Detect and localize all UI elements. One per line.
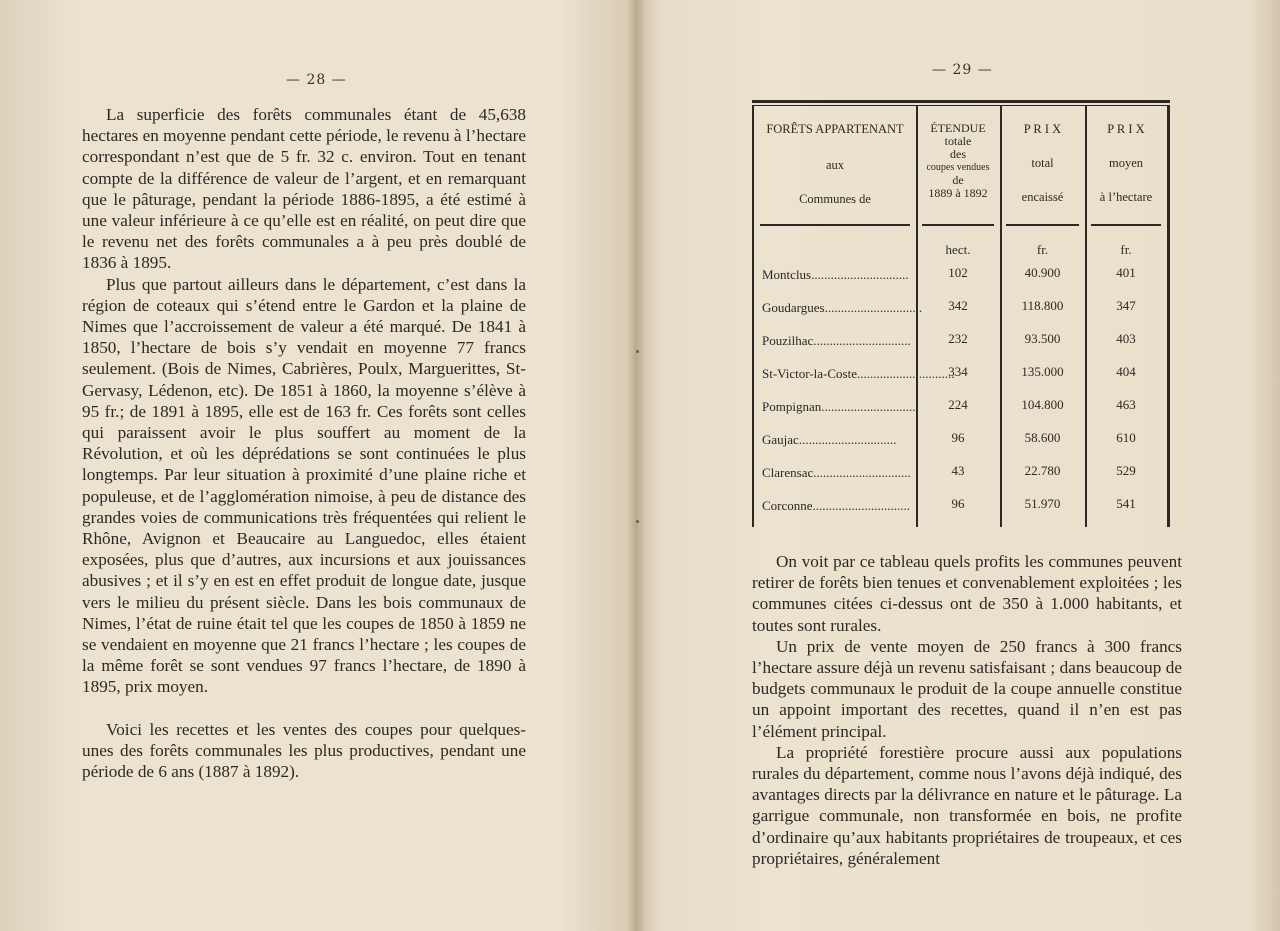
right-page-body	[752, 551, 1182, 869]
column-header-communes	[754, 122, 916, 207]
cell-prix-moyen: 401	[1116, 265, 1136, 280]
cell-etendue: 43	[951, 463, 965, 478]
header-line: encaissé	[1021, 190, 1064, 204]
paragraph: On voit par ce tableau quels profits les communes peuvent retirer de forêts bien tenues et convenablement exploitées ; les communes citées ci-dessus ont de 350 à 1.000 habitants, et toutes sont rurales.	[752, 552, 1182, 635]
header-line: P R I X	[1023, 122, 1062, 136]
column-header-prix-total	[1000, 122, 1085, 205]
cell-prix-total: 93.500	[1024, 331, 1061, 346]
page-number-right: — 29 —	[932, 62, 993, 78]
unit-label: fr.	[1120, 242, 1132, 257]
table-row-commune	[762, 498, 912, 514]
header-rule	[922, 224, 994, 226]
commune-name: Pompignan	[762, 399, 822, 414]
cell-prix-moyen: 610	[1116, 430, 1136, 445]
leader-dots: ..............................	[813, 333, 911, 348]
header-line: Communes de	[799, 192, 871, 206]
table-row-commune	[762, 267, 912, 283]
cell-prix-total: 135.000	[1021, 364, 1064, 379]
cell-etendue: 96	[951, 496, 965, 511]
leader-dots: ..............................	[857, 366, 955, 381]
leader-dots: ..............................	[821, 399, 919, 414]
column-header-etendue	[916, 122, 1000, 200]
paragraph: Voici les recettes et les ventes des coupes pour quelques-unes des forêts communales les plus productives, pendant une période de 6 ans (1887 à 1892).	[82, 719, 526, 782]
commune-name: Goudargues	[762, 300, 825, 315]
unit-label: hect.	[945, 242, 971, 257]
table-row-commune	[762, 399, 919, 415]
cell-prix-moyen: 347	[1116, 298, 1136, 313]
leader-dots: ..............................	[813, 465, 911, 480]
header-line: coupes vendues	[926, 162, 990, 173]
header-rule	[1006, 224, 1079, 226]
cell-prix-moyen: 463	[1116, 397, 1136, 412]
cell-prix-total: 104.800	[1021, 397, 1064, 412]
table-border-right	[1167, 106, 1170, 527]
header-line: 1889 à 1892	[928, 186, 988, 200]
book-gutter	[628, 0, 644, 931]
table-row-commune	[762, 465, 912, 481]
staple-mark	[636, 520, 639, 523]
leader-dots: ..............................	[811, 267, 909, 282]
commune-name: Pouzilhac	[762, 333, 814, 348]
cell-etendue: 232	[948, 331, 968, 346]
commune-name: Gaujac	[762, 432, 799, 447]
cell-prix-total: 22.780	[1024, 463, 1061, 478]
header-line: total	[1031, 156, 1054, 170]
cell-prix-total: 58.600	[1024, 430, 1061, 445]
paragraph: La superficie des forêts communales étant de 45,638 hectares en moyenne pendant cette période, le revenu à l’hectare correspondant n’est que de 5 fr. 32 c. environ. Tout en tenant compte de la différence de valeur de l’argent, et en remarquant que le pâturage, pendant la période 1886-1895, a été estimé à une valeur inférieure à ce qu’elle est en réalité, on peut dire que le revenu net des forêts communales a à peu près doublé de 1836 à 1895.	[82, 105, 526, 273]
table-row-commune	[762, 366, 955, 382]
header-line: des	[950, 147, 966, 161]
cell-prix-moyen: 529	[1116, 463, 1136, 478]
table-row-commune	[762, 300, 923, 316]
cell-prix-total: 40.900	[1024, 265, 1061, 280]
paragraph: Plus que partout ailleurs dans le département, c’est dans la région de coteaux qui s’étend entre le Gardon et la plaine de Nimes que l’accroissement de valeur a été marqué. De 1841 à 1850, l’hectare de bois s’y vendait en moyenne 77 francs seulement. (Bois de Nimes, Cabrières, Poulx, Marguerittes, St-Gervasy, Lédenon, etc). De 1851 à 1860, la moyenne s’élève à 95 fr.; de 1891 à 1895, elle est de 163 fr. Ces forêts sont celles qui paraissent avoir le plus souffert au moment de la Révolution, et où les déprédations se sont continuées le plus longtemps. Par leur situation à proximité d’une plaine riche et populeuse, et de l’agglomération nimoise, à peu de distance des grandes voies de communications très fréquentées qui relient le Rhône, Avignon et Beaucaire au Languedoc, elles étaient exposées, plus que d’autres, aux incursions et aux jouissances abusives ; et il s’y en est en effet produit de longue date, jusque vers le milieu du présent siècle. Dans les bois communaux de Nimes, l’état de ruine était tel que les coupes de 1850 à 1859 ne se vendaient en moyenne que 21 francs l’hectare ; les coupes de la même forêt se sont vendues 97 francs l’hectare, de 1890 à 1895, prix moyen.	[82, 274, 526, 697]
cell-etendue: 334	[948, 364, 968, 379]
header-line: totale	[944, 134, 972, 148]
commune-name: Corconne	[762, 498, 813, 513]
column-header-prix-moyen	[1085, 122, 1167, 205]
commune-name: Montclus	[762, 267, 812, 282]
cell-etendue: 96	[951, 430, 965, 445]
forest-revenue-table	[752, 100, 1170, 527]
header-line: P R I X	[1107, 122, 1145, 136]
table-top-rule-thin	[752, 105, 1170, 106]
cell-prix-total: 51.970	[1024, 496, 1061, 511]
commune-name: St-Victor-la-Coste	[762, 366, 857, 381]
header-rule	[1091, 224, 1161, 226]
page-number-left: — 28 —	[286, 72, 347, 88]
table-row-commune	[762, 333, 912, 349]
header-line: moyen	[1108, 156, 1144, 170]
header-line: de	[952, 173, 964, 187]
leader-dots: ..............................	[798, 432, 897, 447]
staple-mark	[636, 350, 639, 353]
paragraph: Un prix de vente moyen de 250 francs à 300 francs l’hectare assure déjà un revenu satisfaisant ; dans beaucoup de budgets communaux le produit de la coupe annuelle constitue un appoint important des recettes, quand il n’en est pas l’élément principal.	[752, 636, 1182, 741]
cell-prix-total: 118.800	[1021, 298, 1064, 313]
header-line: FORÊTS APPARTENANT	[766, 122, 904, 136]
cell-etendue: 224	[948, 397, 968, 412]
cell-prix-moyen: 541	[1116, 496, 1136, 511]
cell-etendue: 342	[948, 298, 968, 313]
header-rule	[760, 224, 910, 226]
unit-label: fr.	[1036, 242, 1049, 257]
table-top-rule	[752, 100, 1170, 103]
leader-dots: ..............................	[824, 300, 923, 315]
table-row-commune	[762, 432, 912, 448]
cell-prix-moyen: 404	[1116, 364, 1136, 379]
leader-dots: ..............................	[812, 498, 911, 513]
paragraph: La propriété forestière procure aussi aux populations rurales du département, comme nous l’avons déjà indiqué, des avantages directs par la délivrance en nature et le pâturage. La garrigue communale, non transformée en bois, ne profite d’ordinaire qu’aux habitants propriétaires de troupeaux, et ces propriétaires, généralement	[752, 742, 1182, 868]
header-line: ÉTENDUE	[930, 121, 986, 135]
commune-name: Clarensac	[762, 465, 814, 480]
cell-etendue: 102	[948, 265, 968, 280]
left-page-body	[82, 104, 526, 782]
header-line: à l’hectare	[1099, 190, 1153, 204]
header-line: aux	[825, 158, 845, 172]
cell-prix-moyen: 403	[1116, 331, 1136, 346]
